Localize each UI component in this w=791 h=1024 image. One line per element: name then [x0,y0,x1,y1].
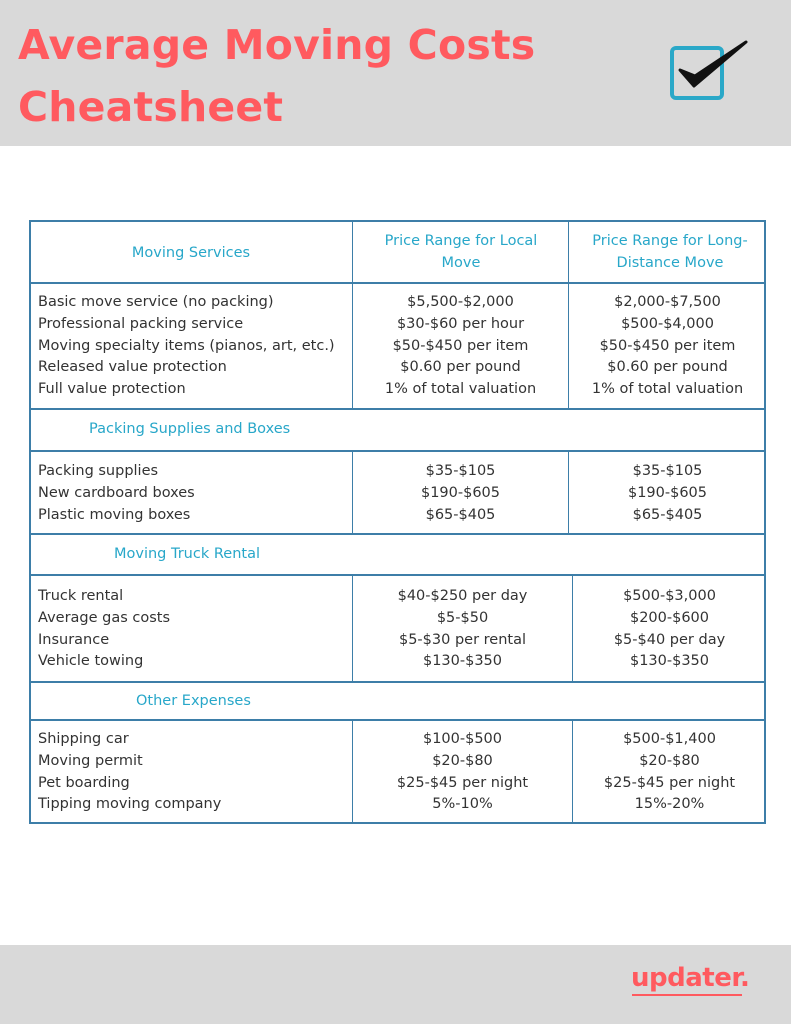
price-cell: $5-$50 [436,609,489,626]
price-cell: $130-$350 [629,653,710,670]
services-local-prices [353,292,568,401]
price-cell: $50-$450 per item [599,337,736,354]
price-cell: $25-$45 per night [603,774,736,791]
list-item: Tipping moving company [38,796,222,813]
services-long-prices [569,292,766,401]
table-divider [31,282,764,284]
cost-table [29,220,766,824]
list-item: Vehicle towing [38,653,144,670]
logo-underline [632,994,742,996]
table-divider [31,719,764,721]
column-header-local: Price Range for Local Move [384,233,538,271]
price-cell: $190-$605 [627,484,708,501]
price-cell: $200-$600 [629,609,710,626]
price-cell: $100-$500 [422,731,503,747]
price-cell: $65-$405 [632,506,703,523]
price-cell: $500-$4,000 [621,315,714,332]
list-item: Moving specialty items (pianos, art, etc.) [38,337,335,354]
packing-local-prices [353,461,568,526]
price-cell: $35-$105 [632,463,703,479]
truck-long-prices [573,586,766,673]
page-title-line-1: Average Moving Costs [18,21,536,69]
list-item: Shipping car [38,731,129,747]
updater-logo: updater. [631,963,750,993]
price-cell: $5-$40 per day [613,631,726,648]
list-item: New cardboard boxes [38,484,195,501]
column-header-long-distance: Price Range for Long-Distance Move [592,233,748,271]
list-item: Basic move service (no packing) [38,294,274,310]
price-cell: 1% of total valuation [384,381,537,398]
price-cell: $50-$450 per item [392,337,529,354]
price-cell: $20-$80 [432,752,493,769]
price-cell: $30-$60 per hour [396,315,525,332]
other-list [38,729,221,816]
truck-list [38,586,170,673]
list-item: Moving permit [38,752,143,769]
list-item: Truck rental [38,588,124,604]
price-cell: $35-$105 [425,463,496,479]
services-list [38,292,335,401]
price-cell: $190-$605 [420,484,501,501]
list-item: Insurance [38,631,110,648]
list-item: Full value protection [38,381,186,398]
section-title-truck: Moving Truck Rental [114,546,260,562]
packing-long-prices [569,461,766,526]
table-divider [31,450,764,452]
price-cell: 1% of total valuation [591,381,744,398]
header-band [0,0,791,146]
list-item: Professional packing service [38,315,244,332]
price-cell: $0.60 per pound [400,359,521,376]
other-local-prices [353,729,572,816]
price-cell: $20-$80 [639,752,700,769]
price-cell: $25-$45 per night [396,774,529,791]
price-cell: $500-$1,400 [623,731,716,747]
price-cell: $40-$250 per day [397,588,528,604]
list-item: Average gas costs [38,609,171,626]
price-cell: $65-$405 [425,506,496,523]
page-title-line-2: Cheatsheet [18,83,284,131]
price-cell: $500-$3,000 [623,588,716,604]
list-item: Pet boarding [38,774,130,791]
column-header-services: Moving Services [131,245,251,261]
price-cell: $2,000-$7,500 [614,294,721,310]
packing-list [38,461,195,526]
table-divider [31,408,764,410]
price-cell: 15%-20% [634,796,705,813]
list-item: Plastic moving boxes [38,506,191,523]
truck-local-prices [353,586,572,673]
price-cell: $5-$30 per rental [398,631,527,648]
price-cell: $5,500-$2,000 [407,294,514,310]
table-divider [31,533,764,535]
other-long-prices [573,729,766,816]
price-cell: $0.60 per pound [607,359,728,376]
checkbox-checked-icon [668,36,750,104]
page-title [18,14,535,138]
price-cell: 5%-10% [432,796,493,813]
table-divider [31,574,764,576]
price-cell: $130-$350 [422,653,503,670]
list-item: Released value protection [38,359,227,376]
table-divider [31,681,764,683]
list-item: Packing supplies [38,463,159,479]
section-title-packing: Packing Supplies and Boxes [89,421,291,437]
section-title-other: Other Expenses [136,693,251,709]
